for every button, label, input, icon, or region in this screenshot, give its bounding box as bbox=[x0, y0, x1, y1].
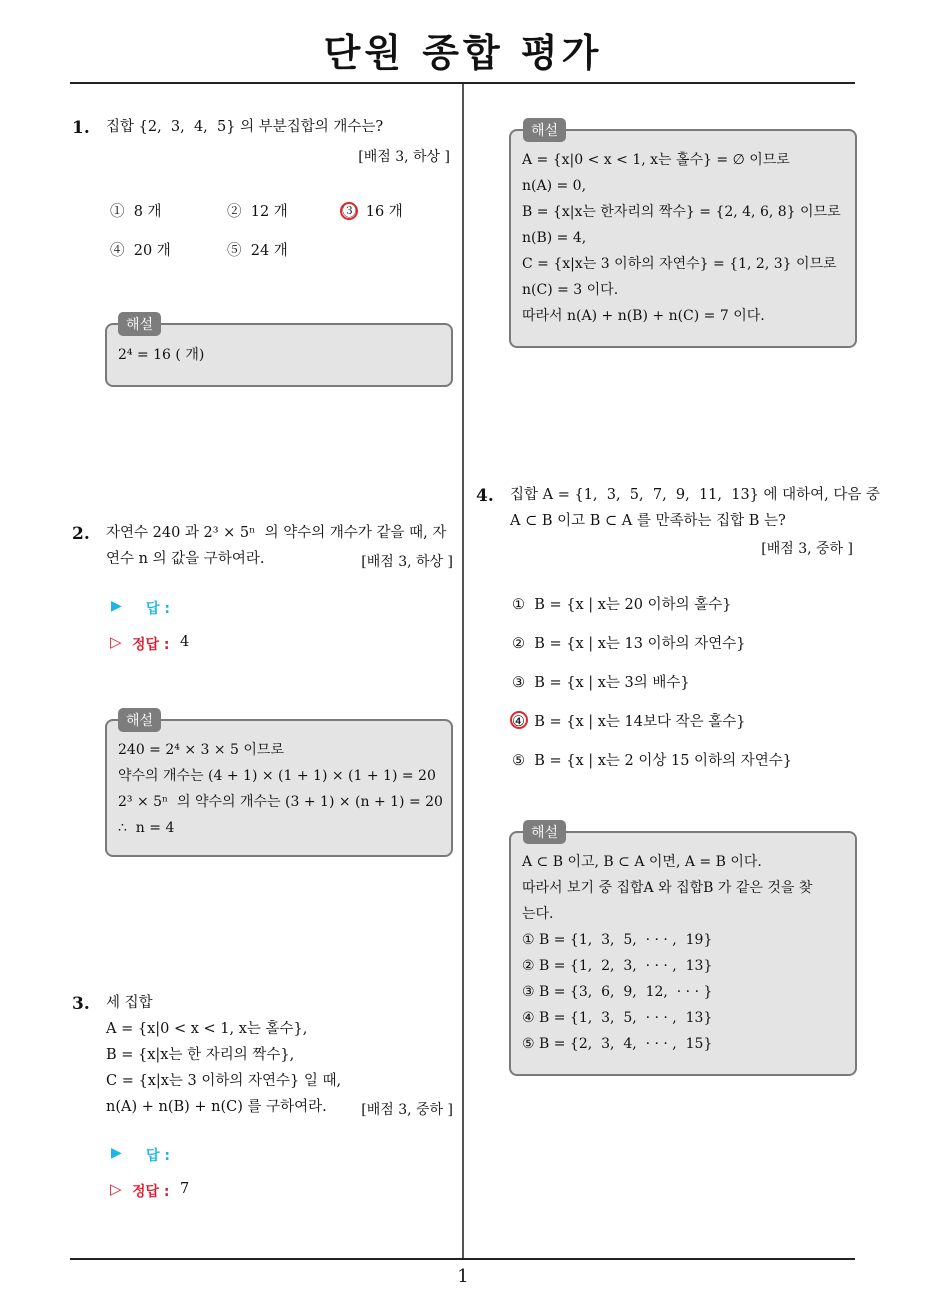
q3-correct-label: 정답 : bbox=[132, 1184, 170, 1200]
q1-choice-1[interactable]: ① 8 개 bbox=[110, 204, 162, 220]
q2-text-line-1: 자연수 240 과 2³ × 5ⁿ 의 약수의 개수가 같을 때, 자 bbox=[106, 525, 447, 541]
q4-choice-5[interactable]: ⑤ B = {x | x는 2 이상 15 이하의 자연수} bbox=[512, 753, 792, 769]
q4-explanation-line-4: ① B = {1, 3, 5, · · · , 19} bbox=[522, 932, 713, 948]
q1-text: 집합 {2, 3, 4, 5} 의 부분집합의 개수는? bbox=[106, 119, 384, 135]
footer-rule bbox=[70, 1258, 855, 1260]
q1-explanation-tag: 해설 bbox=[118, 312, 161, 336]
q3-text-line-2: A = {x|0 < x < 1, x는 홀수}, bbox=[106, 1021, 308, 1037]
q1-choice-5[interactable]: ⑤ 24 개 bbox=[227, 243, 288, 259]
q4-choice-2[interactable]: ② B = {x | x는 13 이하의 자연수} bbox=[512, 636, 746, 652]
q4-explanation-line-8: ⑤ B = {2, 3, 4, · · · , 15} bbox=[522, 1036, 713, 1052]
q4-explanation-line-7: ④ B = {1, 3, 5, · · · , 13} bbox=[522, 1010, 713, 1026]
q4-explanation-tag: 해설 bbox=[523, 820, 566, 844]
q1-choice-3[interactable]: ③ 16 개 bbox=[342, 204, 403, 220]
page-number: 1 bbox=[457, 1266, 469, 1287]
q3-explanation-line-1: A = {x|0 < x < 1, x는 홀수} = ∅ 이므로 bbox=[522, 152, 790, 168]
q2-correct-arrow-icon: ▷ bbox=[110, 633, 122, 651]
q3-explanation-line-6: n(C) = 3 이다. bbox=[522, 282, 619, 298]
q4-text-line-1: 집합 A = {1, 3, 5, 7, 9, 11, 13} 에 대하여, 다음 중 bbox=[510, 487, 880, 503]
q3-explanation-line-5: C = {x|x는 3 이하의 자연수} = {1, 2, 3} 이므로 bbox=[522, 256, 837, 272]
q4-explanation-line-5: ② B = {1, 2, 3, · · · , 13} bbox=[522, 958, 713, 974]
q3-correct-value: 7 bbox=[180, 1181, 190, 1197]
q3-correct-arrow-icon: ▷ bbox=[110, 1180, 122, 1198]
q3-explanation-line-4: n(B) = 4, bbox=[522, 230, 587, 246]
q4-choice-4[interactable]: ④ B = {x | x는 14보다 작은 홀수} bbox=[512, 714, 746, 730]
q4-explanation-line-6: ③ B = {3, 6, 9, 12, · · · } bbox=[522, 984, 713, 1000]
q1-marked-circle bbox=[340, 202, 358, 220]
q3-text-line-4: C = {x|x는 3 이하의 자연수} 일 때, bbox=[106, 1073, 342, 1089]
q3-explanation-line-7: 따라서 n(A) + n(B) + n(C) = 7 이다. bbox=[522, 308, 765, 324]
q2-answer-label: 답 : bbox=[146, 601, 170, 617]
q3-answer-arrow-icon: ▶ bbox=[111, 1145, 122, 1161]
q1-number: 1. bbox=[72, 118, 90, 138]
q3-text-line-1: 세 집합 bbox=[106, 995, 153, 1011]
column-divider bbox=[462, 84, 464, 1259]
q2-correct-value: 4 bbox=[180, 634, 190, 650]
q4-marked-circle bbox=[510, 711, 528, 729]
q1-choice-4[interactable]: ④ 20 개 bbox=[110, 243, 171, 259]
q3-explanation-tag: 해설 bbox=[523, 118, 566, 142]
q4-explanation-line-2: 따라서 보기 중 집합A 와 집합B 가 같은 것을 찾 bbox=[522, 880, 813, 896]
q3-text-line-5: n(A) + n(B) + n(C) 를 구하여라. bbox=[106, 1099, 327, 1115]
q4-number: 4. bbox=[476, 486, 494, 506]
q2-explanation-tag: 해설 bbox=[118, 708, 161, 732]
q4-choice-3[interactable]: ③ B = {x | x는 3의 배수} bbox=[512, 675, 690, 691]
q3-number: 3. bbox=[72, 994, 90, 1014]
q2-explanation-line-4: ∴ n = 4 bbox=[118, 820, 175, 836]
q3-answer-label: 답 : bbox=[146, 1148, 170, 1164]
q4-text-line-2: A ⊂ B 이고 B ⊂ A 를 만족하는 집합 B 는? bbox=[510, 513, 786, 529]
q2-explanation-line-3: 2³ × 5ⁿ 의 약수의 개수는 (3 + 1) × (n + 1) = 20 bbox=[118, 794, 443, 810]
q2-answer-arrow-icon: ▶ bbox=[111, 598, 122, 614]
q2-text-line-2: 연수 n 의 값을 구하여라. bbox=[106, 551, 265, 567]
q4-explanation-line-3: 는다. bbox=[522, 906, 554, 922]
q4-choice-1[interactable]: ① B = {x | x는 20 이하의 홀수} bbox=[512, 597, 732, 613]
q4-meta: [배점 3, 중하 ] bbox=[761, 541, 853, 557]
q3-text-line-3: B = {x|x는 한 자리의 짝수}, bbox=[106, 1047, 295, 1063]
q4-explanation-line-1: A ⊂ B 이고, B ⊂ A 이면, A = B 이다. bbox=[522, 854, 762, 870]
q3-meta: [배점 3, 중하 ] bbox=[361, 1102, 453, 1118]
q3-explanation-line-2: n(A) = 0, bbox=[522, 178, 587, 194]
q2-explanation-line-1: 240 = 2⁴ × 3 × 5 이므로 bbox=[118, 742, 284, 758]
q1-explanation-line: 2⁴ = 16 ( 개) bbox=[118, 347, 205, 363]
page-title: 단원 종합 평가 bbox=[323, 31, 603, 75]
q2-explanation-line-2: 약수의 개수는 (4 + 1) × (1 + 1) × (1 + 1) = 20 bbox=[118, 768, 436, 784]
q1-meta: [배점 3, 하상 ] bbox=[358, 149, 450, 165]
q2-number: 2. bbox=[72, 524, 90, 544]
q1-choice-2[interactable]: ② 12 개 bbox=[227, 204, 288, 220]
q2-meta: [배점 3, 하상 ] bbox=[361, 554, 453, 570]
q2-correct-label: 정답 : bbox=[132, 637, 170, 653]
q3-explanation-line-3: B = {x|x는 한자리의 짝수} = {2, 4, 6, 8} 이므로 bbox=[522, 204, 841, 220]
